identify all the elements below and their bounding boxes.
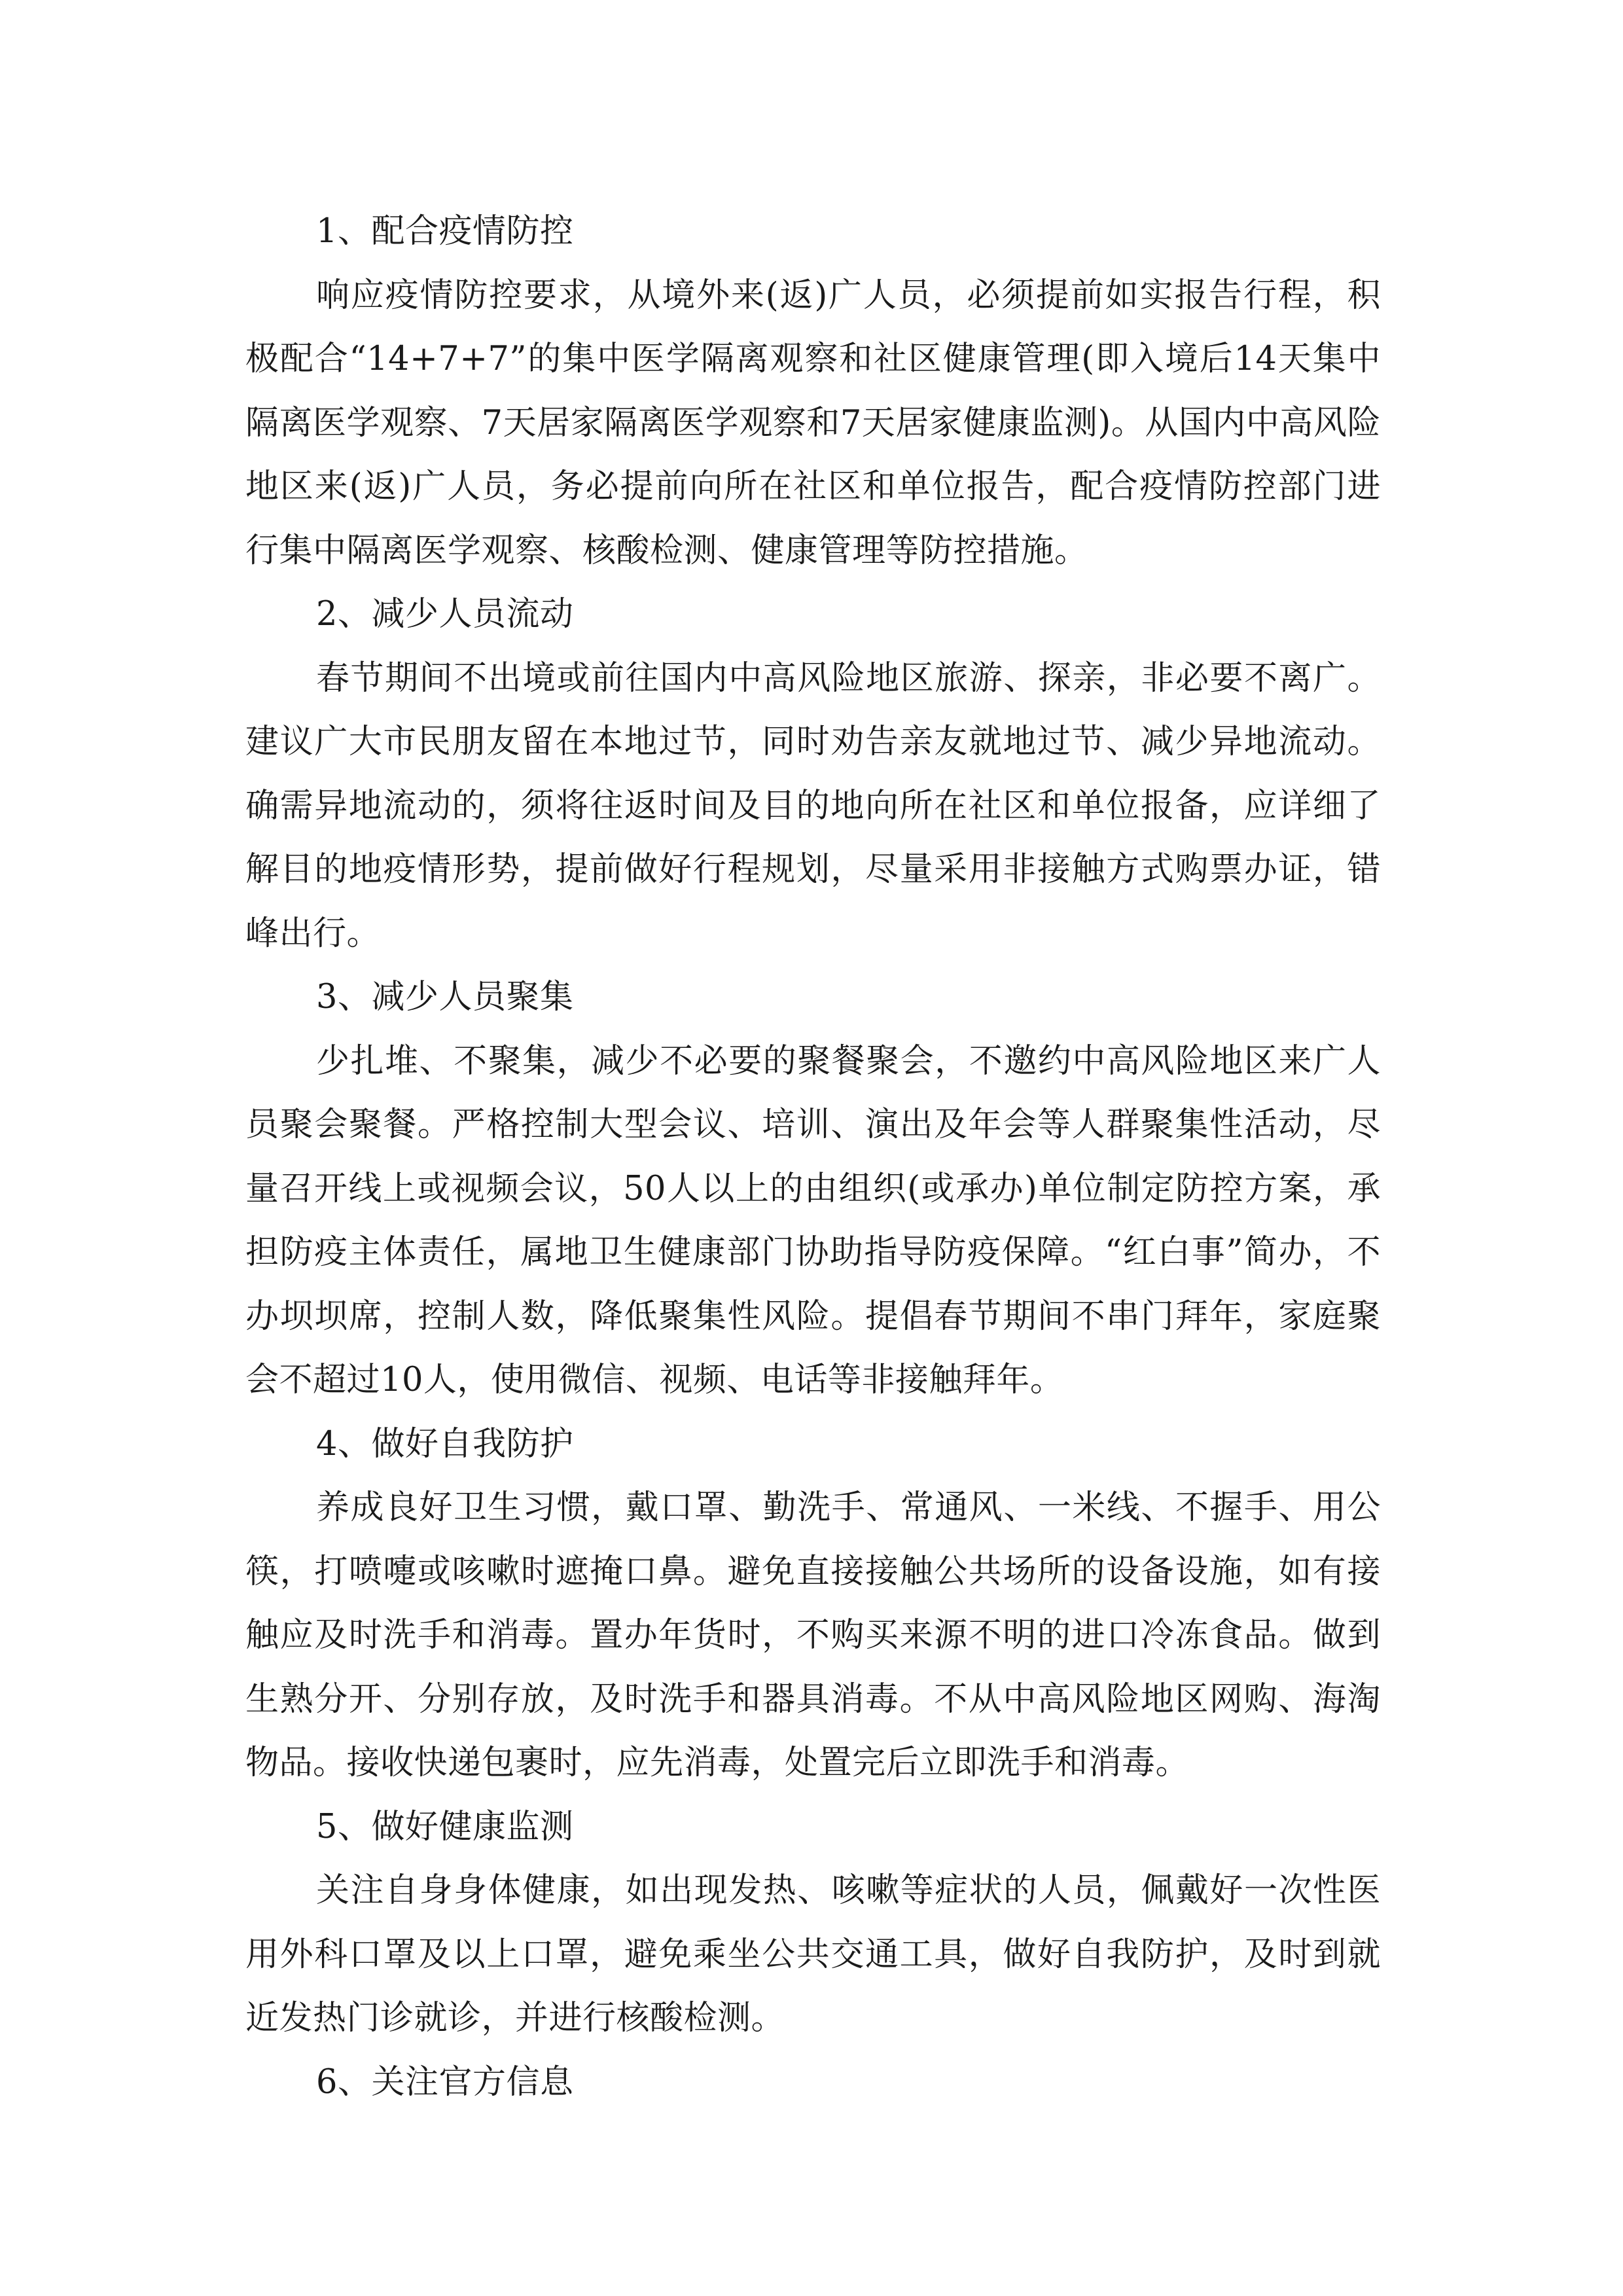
section-3-paragraph: 少扎堆、不聚集，减少不必要的聚餐聚会，不邀约中高风险地区来广人员聚会聚餐。严格控制大型会议、培训、演出及年会等人群聚集性活动，尽量召开线上或视频会议，50人以上的由组织(或承办)单位制定防控方案，承担防疫主体责任，属地卫生健康部门协助指导防疫保障。“红白事”简办，不办坝坝席，控制人数，降低聚集性风险。提倡春节期间不串门拜年，家庭聚会不超过10人，使用微信、视频、电话等非接触拜年。 [245,1041,1381,1399]
section-4-paragraph: 养成良好卫生习惯，戴口罩、勤洗手、常通风、一米线、不握手、用公筷，打喷嚏或咳嗽时遮掩口鼻。避免直接接触公共场所的设备设施，如有接触应及时洗手和消毒。置办年货时，不购买来源不明的进口冷冻食品。做到生熟分开、分别存放，及时洗手和器具消毒。不从中高风险地区网购、海淘物品。接收快递包裹时，应先消毒，处置完后立即洗手和消毒。 [245,1488,1381,1782]
section-1-heading: 1、配合疫情防控 [316,212,574,251]
section-5-heading: 5、做好健康监测 [316,1807,574,1846]
section-3-heading: 3、减少人员聚集 [316,978,574,1016]
section-2-paragraph: 春节期间不出境或前往国内中高风险地区旅游、探亲，非必要不离广。建议广大市民朋友留在本地过节，同时劝告亲友就地过节、减少异地流动。确需异地流动的，须将往返时间及目的地向所在社区和单位报备，应详细了解目的地疫情形势，提前做好行程规划，尽量采用非接触方式购票办证，错峰出行。 [245,658,1381,953]
section-2-heading: 2、减少人员流动 [316,595,574,634]
section-5-paragraph: 关注自身身体健康，如出现发热、咳嗽等症状的人员，佩戴好一次性医用外科口罩及以上口罩，避免乘坐公共交通工具，做好自我防护，及时到就近发热门诊就诊，并进行核酸检测。 [245,1871,1381,2037]
section-4-heading: 4、做好自我防护 [316,1424,574,1463]
section-6-heading: 6、关注官方信息 [316,2062,574,2102]
document-body [245,200,1381,2114]
section-1-paragraph: 响应疫情防控要求，从境外来(返)广人员，必须提前如实报告行程，积极配合“14+7+7”的集中医学隔离观察和社区健康管理(即入境后14天集中隔离医学观察、7天居家隔离医学观察和7天居家健康监测)。从国内中高风险地区来(返)广人员，务必提前向所在社区和单位报告，配合疫情防控部门进行集中隔离医学观察、核酸检测、健康管理等防控措施。 [245,276,1381,570]
